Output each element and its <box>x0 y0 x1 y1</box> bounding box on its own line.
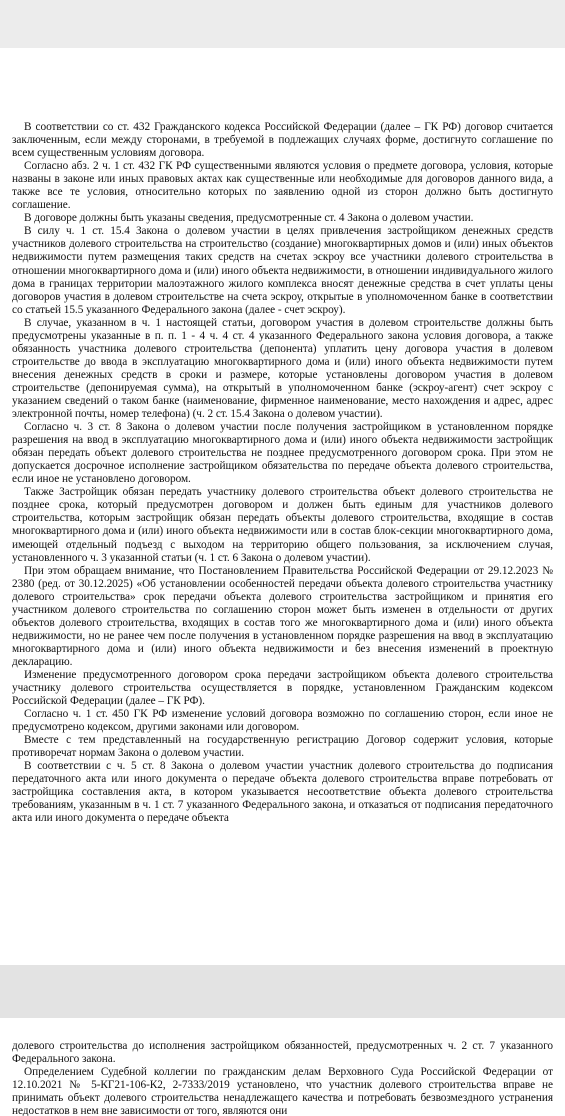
paragraph-essential-terms: Согласно абз. 2 ч. 1 ст. 432 ГК РФ существенными являются условия о предмете договора, условия, которые названы в законе или иных правовых актах как существенные или необходимые для договоров данного вида, а также все те условия, относительно которых по заявлению одной из сторон должно быть достигнуто соглашение. <box>12 160 553 212</box>
document-page-1 <box>0 48 565 965</box>
paragraph-article-4-info: В договоре должны быть указаны сведения, предусмотренные ст. 4 Закона о долевом участии. <box>24 212 474 225</box>
page-separator <box>0 965 565 1018</box>
document-page-2 <box>0 1018 565 1116</box>
paragraph-article-8-part-5: В соответствии с ч. 5 ст. 8 Закона о долевом участии участник долевого строительства до подписания передаточного акта или иного документа о передаче объекта долевого строительства вправе потребовать от застройщика составления акта, в котором указывается несоответствие объекта долевого строительства требованиям, указанным в ч. 1 ст. 7 указанного Федерального закона, и отказаться от подписания передаточного акта или иного документа о передаче объекта <box>12 760 553 825</box>
paragraph-article-15-4-part-2: В случае, указанном в ч. 1 настоящей статьи, договором участия в долевом строительстве должны быть предусмотрены указанные в п. п. 1 - 4 ч. 4 ст. 4 указанного Федерального закона условия договора, а также обязанность участника долевого строительства (депонента) уплатить цену договора участия в долевом строительстве до ввода в эксплуатацию многоквартирного дома и (или) иного объекта недвижимости путем внесения денежных средств в сроки и размере, которые установлены договором участия в долевом строительстве (депонируемая сумма), на открытый в уполномоченном банке (эскроу-агент) счет эскроу с указанием сведений о таком банке (наименование, фирменное наименование, место нахождения и адрес, адрес электронной почты, номер телефона) (ч. 2 ст. 15.4 Закона о долевом участии). <box>12 316 553 421</box>
paragraph-article-6-part-1: Также Застройщик обязан передать участнику долевого строительства объект долевого строительства не позднее срока, который предусмотрен договором и должен быть единым для участников долевого строительства, которым застройщик обязан передать объекты долевого строительства, входящие в состав многоквартирного дома и (или) иного объекта недвижимости или в состав блок-секции многоквартирного дома, имеющей отдельный подъезд с выходом на территорию общего пользования, за исключением случая, установленного ч. 3 указанной статьи (ч. 1 ст. 6 Закона о долевом участии). <box>12 486 553 564</box>
viewer-top-margin <box>0 0 565 48</box>
paragraph-article-450: Согласно ч. 1 ст. 450 ГК РФ изменение условий договора возможно по соглашению сторон, если иное не предусмотрено кодексом, другими законами или договором. <box>12 708 553 734</box>
paragraph-article-8-part-3: Согласно ч. 3 ст. 8 Закона о долевом участии после получения застройщиком в установленном порядке разрешения на ввод в эксплуатацию многоквартирного дома и (или) иного объекта недвижимости застройщик обязан передать объект долевого строительства не позднее предусмотренного договором срока. При этом не допускается досрочное исполнение застройщиком обязательства по передаче объекта долевого строительства, если иное не установлено договором. <box>12 421 553 486</box>
paragraph-continuation: долевого строительства до исполнения застройщиком обязанностей, предусмотренных ч. 2 ст. 7 указанного Федерального закона. <box>12 1040 553 1066</box>
paragraph-article-15-4-part-1: В силу ч. 1 ст. 15.4 Закона о долевом участии в целях привлечения застройщиком денежных средств участников долевого строительства на строительство (создание) многоквартирных домов и (или) иных объектов недвижимости путем размещения таких средств на счетах эскроу все участники долевого строительства в отношении многоквартирного дома и (или) иного объекта недвижимости, в отношении индивидуального жилого дома в границах территории малоэтажного жилого комплекса вносят денежные средства в счет уплаты цены договоров участия в долевом строительстве на счета эскроу, открытые в уполномоченном банке в соответствии со статьей 15.5 указанного Федерального закона (далее - счет эскроу). <box>12 225 553 316</box>
paragraph-government-decree: При этом обращаем внимание, что Постановлением Правительства Российской Федерации от 29.12.2023 № 2380 (ред. от 30.12.2025) «Об установлении особенностей передачи объекта долевого строительства участнику долевого строительства» срок передачи объекта долевого строительства застройщиком и принятия его участником долевого строительства по соглашению сторон может быть изменен в отдельности от других объектов долевого строительства, входящих в состав того же многоквартирного дома и (или) иного объекта недвижимости, но не ранее чем после получения в установленном порядке разрешения на ввод в эксплуатацию многоквартирного дома и (или) иного объекта недвижимости и без внесения изменений в проектную декларацию. <box>12 564 553 668</box>
paragraph-supreme-court-ruling: Определением Судебной коллегии по гражданским делам Верховного Суда Российской Федерации от 12.10.2021 № 5-КГ21-106-К2, 2-7333/2019 установлено, что участник долевого строительства вправе не принимать объект долевого строительства ненадлежащего качества и потребовать безвозмездного устранения недостатков в нем вне зависимости от того, являются они <box>12 1066 553 1116</box>
paragraph-article-432: В соответствии со ст. 432 Гражданского кодекса Российской Федерации (далее – ГК РФ) договор считается заключенным, если между сторонами, в требуемой в подлежащих случаях форме, достигнуто соглашение по всем существенным условиям договора. <box>12 121 553 160</box>
page-2-text <box>12 1040 553 1116</box>
paragraph-term-change: Изменение предусмотренного договором срока передачи застройщиком объекта долевого строительства участнику долевого строительства осуществляется в порядке, установленном Гражданским кодексом Российской Федерации (далее – ГК РФ). <box>12 668 553 708</box>
paragraph-contract-conflict: Вместе с тем представленный на государственную регистрацию Договор содержит условия, которые противоречат нормам Закона о долевом участии. <box>12 734 553 760</box>
page-1-text <box>12 121 553 826</box>
